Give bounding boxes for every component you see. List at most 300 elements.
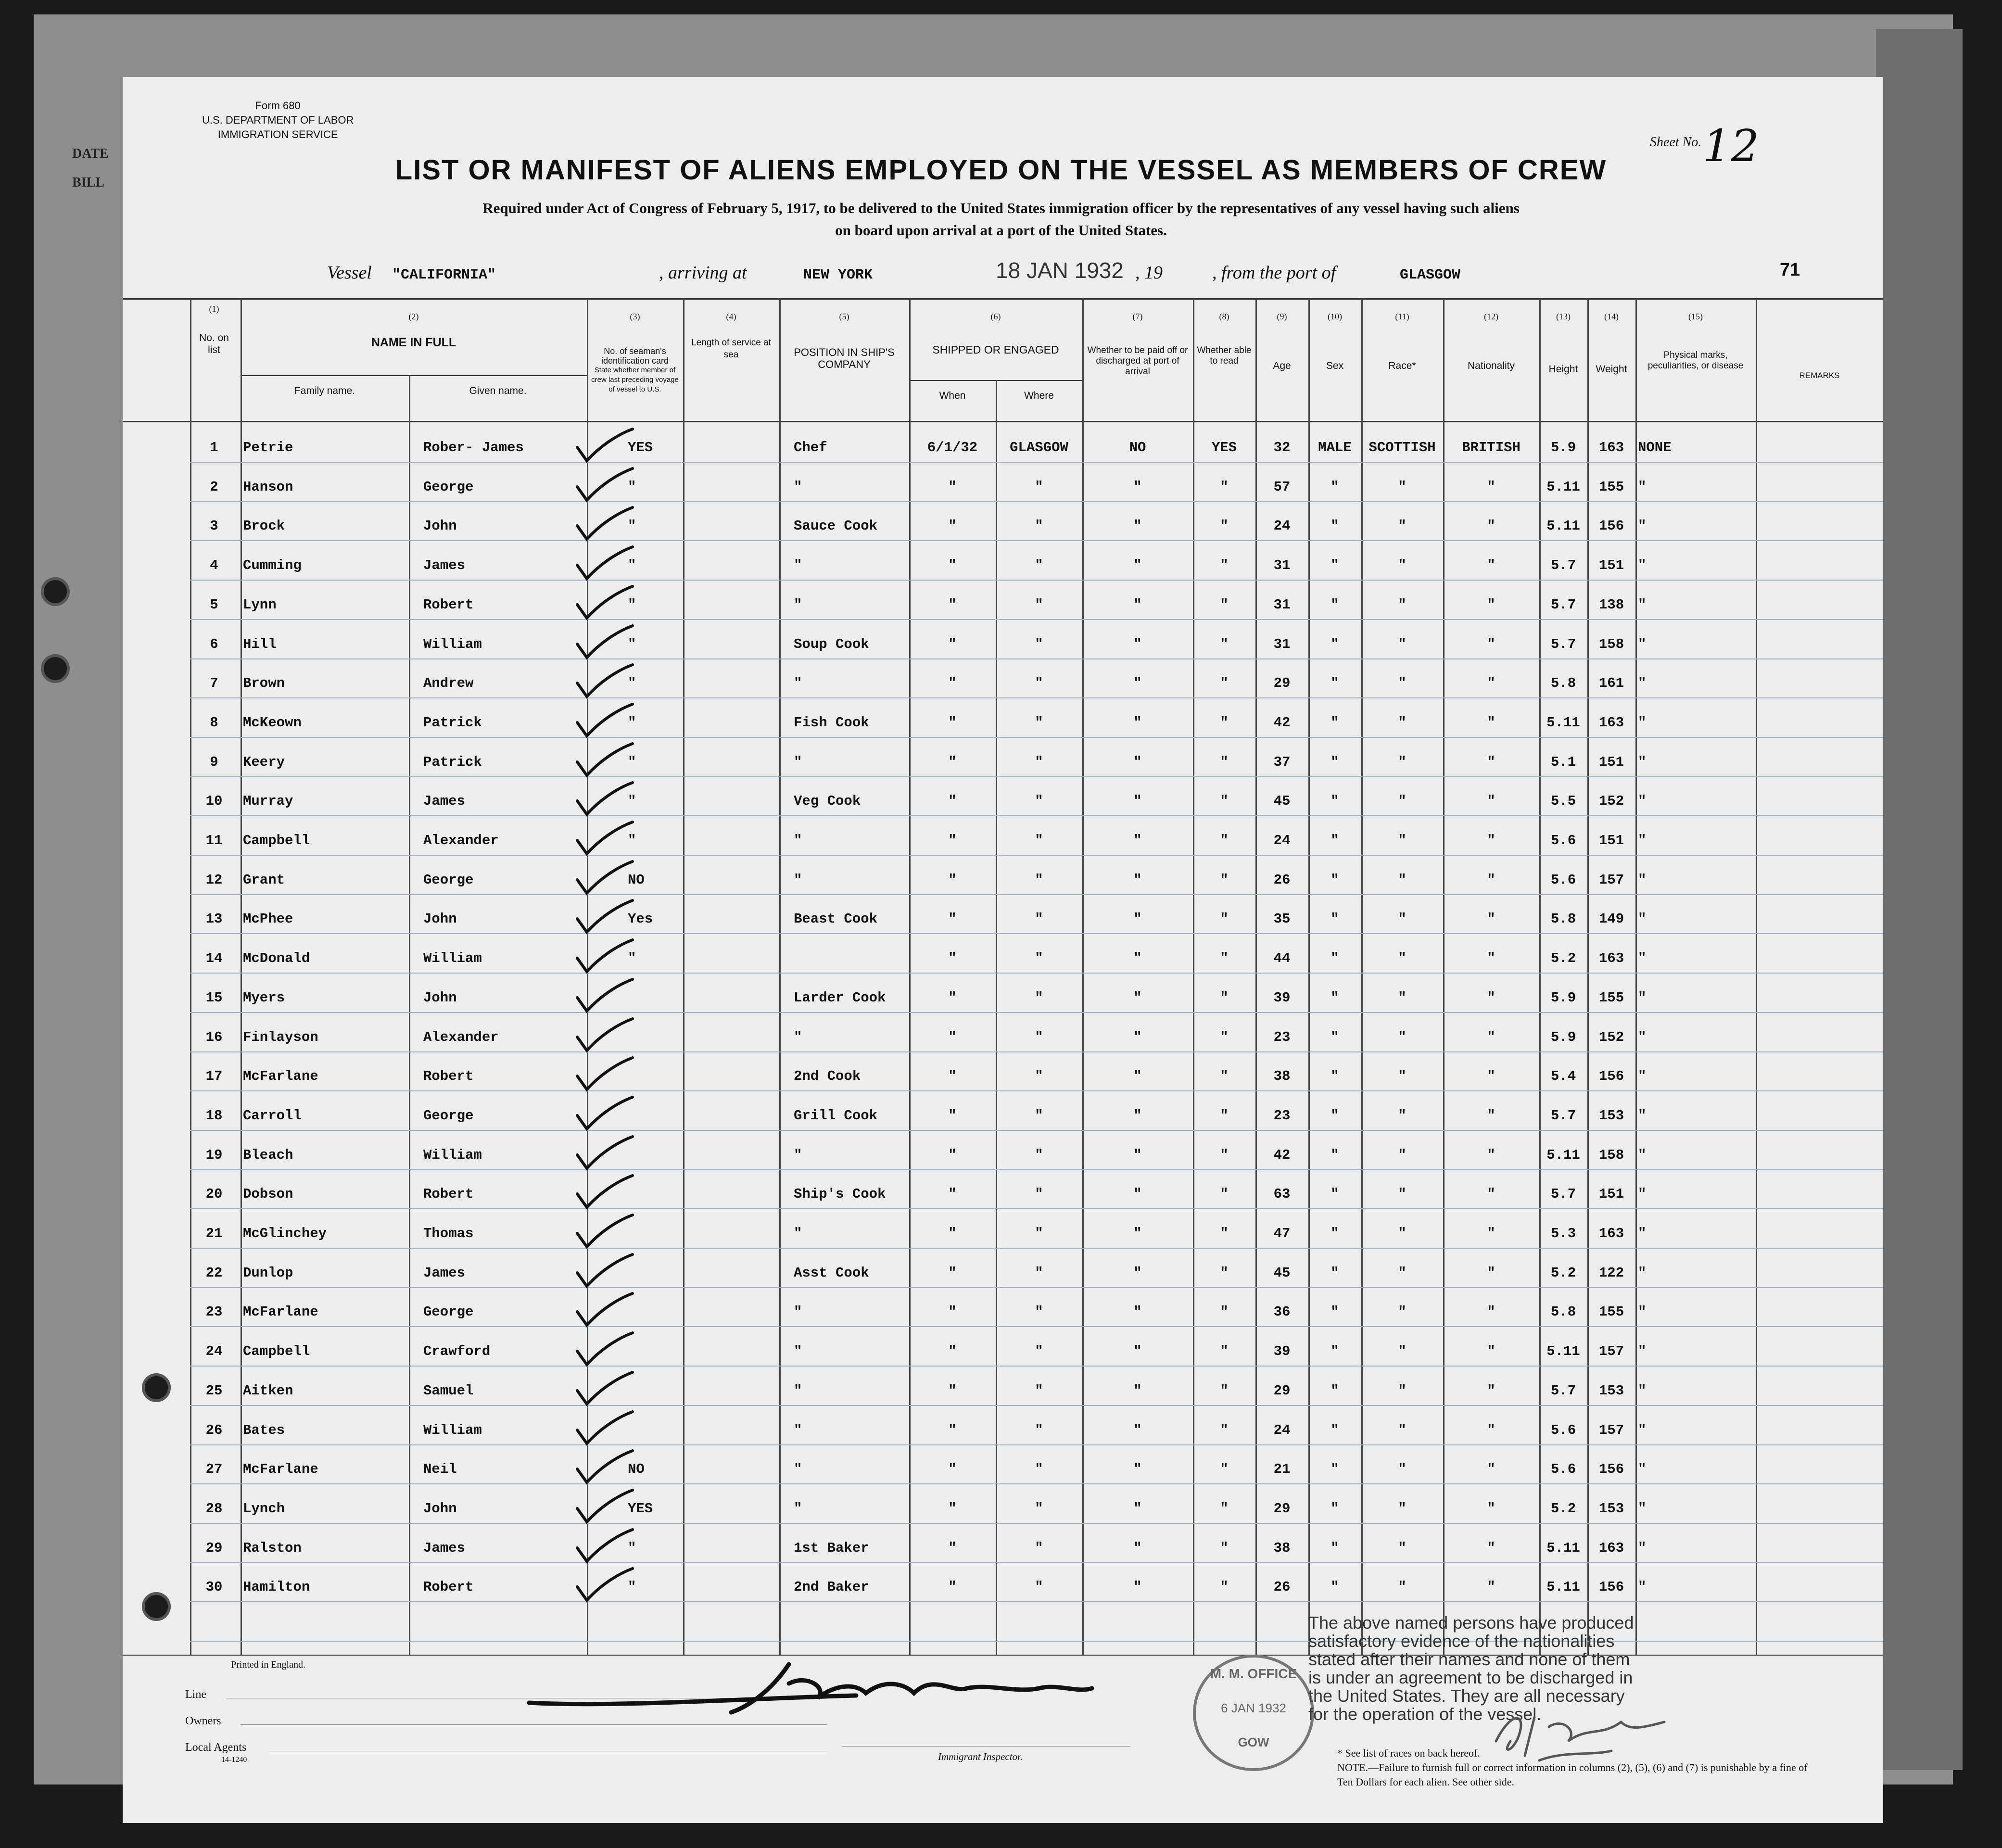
cell-weight: 155 <box>1598 1304 1624 1320</box>
cell-race: " <box>1398 479 1406 495</box>
arrival-date-stamp: 18 JAN 1932 <box>996 258 1124 283</box>
cell-given: Patrick <box>423 714 482 731</box>
cell-position: Grill Cook <box>794 1107 878 1124</box>
table-row <box>0 1096 1924 1135</box>
seaman-card-note: State whether member of crew last preceding voyage of vessel to U.S. <box>591 366 679 393</box>
table-row <box>0 743 1924 781</box>
table-row <box>0 899 1924 938</box>
cell-age: 24 <box>1273 518 1291 534</box>
cell-when: " <box>948 1382 957 1399</box>
nationality-statement: The above named persons have produced satisfactory evidence of the nationalities stated after their names and none of them is under an agreement to be discharged in the United States. They are all necessary for the operation of the vessel. <box>1308 1613 1634 1724</box>
cell-height: 5.9 <box>1550 989 1576 1006</box>
cell-family: McGlinchey <box>243 1226 327 1241</box>
cell-weight: 151 <box>1598 833 1624 848</box>
cell-nationality: " <box>1487 833 1495 848</box>
cell-given: George <box>423 872 474 888</box>
cell-where: " <box>1035 1029 1043 1045</box>
cell-position: " <box>794 1343 802 1360</box>
cell-read: " <box>1220 1461 1229 1478</box>
cell-given: Robert <box>423 596 474 613</box>
col-header-shipped: SHIPPED OR ENGAGED <box>932 343 1059 356</box>
cell-paid: " <box>1133 950 1142 967</box>
cell-when: " <box>948 675 957 692</box>
col-header-sex: Sex <box>1326 360 1344 371</box>
cell-no: 25 <box>205 1382 223 1399</box>
cell-when: " <box>948 1068 957 1085</box>
cell-height: 5.11 <box>1546 714 1580 731</box>
cell-marks: " <box>1638 754 1647 770</box>
col-header-weight: Weight <box>1596 364 1627 375</box>
cell-paid: " <box>1133 1461 1142 1478</box>
cell-read: " <box>1220 1540 1229 1556</box>
printed-in: Printed in England. <box>231 1659 305 1670</box>
cell-weight: 149 <box>1598 911 1624 927</box>
form-ref: 14-1240 <box>221 1756 247 1764</box>
cell-card: " <box>628 1540 636 1556</box>
cell-position: " <box>794 675 802 692</box>
cell-race: " <box>1398 793 1406 810</box>
cell-marks: " <box>1638 1500 1647 1517</box>
page-title: LIST OR MANIFEST OF ALIENS EMPLOYED ON THE VESSEL AS MEMBERS OF CREW <box>395 154 1607 186</box>
cell-family: McFarlane <box>243 1068 318 1085</box>
cell-nationality: " <box>1487 1343 1495 1360</box>
cell-given: William <box>423 636 482 652</box>
cell-sex: " <box>1330 1147 1339 1163</box>
cell-given: James <box>423 793 466 810</box>
check-mark-icon <box>570 856 637 899</box>
cell-card: " <box>628 675 636 692</box>
col-header-given: Given name. <box>469 385 527 396</box>
cell-race: " <box>1398 636 1406 652</box>
col-header-marks: Physical marks, peculiarities, or disease <box>1647 350 1744 371</box>
table-row <box>0 506 1924 545</box>
col-header-when: When <box>939 390 966 401</box>
table-row <box>0 861 1924 899</box>
col-header-length: Length of service at sea <box>691 338 771 360</box>
cell-weight: 152 <box>1598 793 1624 810</box>
cell-given: Crawford <box>423 1343 491 1360</box>
cell-family: Dobson <box>243 1186 293 1202</box>
cell-no: 17 <box>205 1068 223 1085</box>
table-row <box>0 1332 1924 1370</box>
cell-sex: " <box>1330 596 1339 613</box>
cell-nationality: " <box>1487 1029 1495 1045</box>
cell-no: 4 <box>210 557 218 574</box>
table-row <box>0 1175 1924 1213</box>
cell-weight: 152 <box>1598 1029 1624 1045</box>
cell-paid: " <box>1133 557 1142 574</box>
cell-sex: " <box>1330 479 1339 495</box>
owners-label: Owners <box>185 1715 221 1727</box>
cell-weight: 151 <box>1598 557 1624 574</box>
cell-family: McFarlane <box>243 1461 318 1478</box>
cell-marks: NONE <box>1638 440 1672 456</box>
cell-nationality: " <box>1487 754 1495 770</box>
cell-family: Hamilton <box>243 1579 310 1595</box>
cell-weight: 156 <box>1598 518 1624 534</box>
cell-weight: 155 <box>1598 989 1624 1006</box>
col-header-age: Age <box>1273 360 1291 371</box>
cell-height: 5.3 <box>1550 1226 1576 1241</box>
cell-when: " <box>948 636 957 652</box>
col-number: (9) <box>1277 312 1287 321</box>
cell-marks: " <box>1638 1226 1647 1241</box>
cell-paid: " <box>1133 675 1142 692</box>
cell-race: " <box>1398 833 1406 848</box>
cell-position: " <box>794 596 802 613</box>
table-row <box>0 1529 1924 1567</box>
cell-weight: 158 <box>1598 1147 1624 1163</box>
cell-read: YES <box>1211 440 1237 456</box>
cell-family: Campbell <box>243 833 310 848</box>
cell-nationality: " <box>1487 714 1495 731</box>
cell-given: James <box>423 557 466 574</box>
check-mark-icon <box>570 816 637 860</box>
cell-marks: " <box>1638 1461 1647 1478</box>
col-header-name: NAME IN FULL <box>371 336 456 349</box>
cell-card: Yes <box>628 911 653 927</box>
check-mark-icon <box>570 423 637 467</box>
col-number: (3) <box>630 312 640 321</box>
cell-race: " <box>1398 1382 1406 1399</box>
cell-nationality: " <box>1487 1107 1495 1124</box>
cell-sex: " <box>1330 636 1339 652</box>
cell-no: 6 <box>210 636 218 652</box>
cell-age: 23 <box>1273 1107 1291 1124</box>
inspector-signature-line <box>842 1746 1130 1747</box>
check-mark-icon <box>570 738 637 781</box>
cell-race: " <box>1398 1147 1406 1163</box>
cell-card: YES <box>628 1500 653 1517</box>
cell-no: 12 <box>205 872 223 888</box>
cell-read: " <box>1220 1422 1229 1438</box>
cell-weight: 158 <box>1598 636 1624 652</box>
cell-card: " <box>628 714 636 731</box>
cell-given: John <box>423 989 457 1006</box>
cell-given: John <box>423 1500 457 1517</box>
cell-height: 5.7 <box>1550 636 1576 652</box>
check-mark-icon <box>570 502 637 545</box>
col-number: (10) <box>1328 312 1342 321</box>
check-mark-icon <box>570 620 637 663</box>
cell-no: 26 <box>205 1422 223 1438</box>
table-row <box>0 664 1924 702</box>
cell-family: Ralston <box>243 1540 302 1556</box>
col-header-remarks: REMARKS <box>1799 371 1840 380</box>
col-header-family: Family name. <box>294 385 355 396</box>
cell-card: " <box>628 479 636 495</box>
cell-family: Bates <box>243 1422 285 1438</box>
cell-marks: " <box>1638 1343 1647 1360</box>
cell-when: " <box>948 872 957 888</box>
backing-label-date: DATE <box>72 146 109 161</box>
cell-given: James <box>423 1540 466 1556</box>
cell-read: " <box>1220 911 1229 927</box>
cell-sex: " <box>1330 675 1339 692</box>
cell-race: SCOTTISH <box>1368 440 1436 456</box>
cell-sex: " <box>1330 1540 1339 1556</box>
cell-race: " <box>1398 989 1406 1006</box>
table-row <box>0 1057 1924 1095</box>
cell-no: 24 <box>205 1343 223 1360</box>
cell-when: " <box>948 1422 957 1438</box>
cell-age: 38 <box>1273 1068 1291 1085</box>
cell-marks: " <box>1638 1382 1647 1399</box>
cell-no: 14 <box>205 950 223 967</box>
cell-sex: " <box>1330 1226 1339 1241</box>
col-number: (6) <box>990 312 1001 321</box>
cell-race: " <box>1398 1186 1406 1202</box>
check-mark-icon <box>570 541 637 584</box>
cell-age: 42 <box>1273 714 1291 731</box>
table-top-border <box>123 298 1883 300</box>
cell-no: 18 <box>205 1107 223 1124</box>
col-header-paid-off: Whether to be paid off or discharged at port of arrival <box>1087 345 1188 377</box>
cell-no: 16 <box>205 1029 223 1045</box>
cell-position: Ship's Cook <box>794 1186 886 1202</box>
cell-marks: " <box>1638 1186 1647 1202</box>
cell-height: 5.6 <box>1550 872 1576 888</box>
cell-age: 29 <box>1273 675 1291 692</box>
cell-read: " <box>1220 1343 1229 1360</box>
cell-height: 5.7 <box>1550 1186 1576 1202</box>
cell-weight: 155 <box>1598 479 1624 495</box>
col-header-seaman-card <box>589 346 681 394</box>
table-row <box>0 978 1924 1017</box>
cell-where: " <box>1035 518 1043 534</box>
check-mark-icon <box>570 463 637 506</box>
cell-sex: " <box>1330 911 1339 927</box>
cell-age: 45 <box>1273 1265 1291 1281</box>
cell-when: " <box>948 1226 957 1241</box>
cell-sex: " <box>1330 1422 1339 1438</box>
cell-family: Lynch <box>243 1500 285 1517</box>
cell-where: " <box>1035 479 1043 495</box>
cell-given: George <box>423 479 474 495</box>
cell-card: " <box>628 793 636 810</box>
cell-height: 5.7 <box>1550 557 1576 574</box>
cell-read: " <box>1220 833 1229 848</box>
cell-marks: " <box>1638 479 1647 495</box>
cell-read: " <box>1220 714 1229 731</box>
cell-race: " <box>1398 1029 1406 1045</box>
cell-nationality: " <box>1487 479 1495 495</box>
cell-race: " <box>1398 1461 1406 1478</box>
cell-marks: " <box>1638 557 1647 574</box>
cell-read: " <box>1220 950 1229 967</box>
cell-when: " <box>948 1029 957 1045</box>
subtitle-line-2: on board upon arrival at a port of the United States. <box>835 222 1167 239</box>
cell-nationality: " <box>1487 1304 1495 1320</box>
cell-family: Petrie <box>243 440 293 456</box>
page-number: 71 <box>1780 260 1800 280</box>
cell-read: " <box>1220 1147 1229 1163</box>
seaman-card-label: No. of seaman's identification card <box>601 346 669 366</box>
year-label: , 19 <box>1135 263 1163 283</box>
cell-card: YES <box>628 440 653 456</box>
cell-age: 31 <box>1273 636 1291 652</box>
line-label: Line <box>185 1688 206 1701</box>
cell-age: 57 <box>1273 479 1291 495</box>
check-mark-icon <box>570 1524 637 1567</box>
col-number: (12) <box>1484 312 1498 321</box>
table-row <box>0 585 1924 624</box>
cell-paid: " <box>1133 1343 1142 1360</box>
cell-given: Samuel <box>423 1382 474 1399</box>
table-row <box>0 821 1924 860</box>
col-number: (1) <box>209 304 219 314</box>
cell-no: 3 <box>210 518 218 534</box>
cell-age: 31 <box>1273 557 1291 574</box>
cell-where: " <box>1035 1343 1043 1360</box>
cell-marks: " <box>1638 1579 1647 1595</box>
cell-sex: " <box>1330 1304 1339 1320</box>
cell-marks: " <box>1638 989 1647 1006</box>
cell-where: " <box>1035 1500 1043 1517</box>
check-mark-icon <box>570 1131 637 1174</box>
table-row <box>0 1489 1924 1528</box>
col-header-position: POSITION IN SHIP'S COMPANY <box>794 346 895 370</box>
fine-note: NOTE.—Failure to furnish full or correct information in columns (2), (5), (6) and (7) is punishable by a fine of Ten Dollars for each alien. See other side. <box>1337 1761 1808 1788</box>
cell-nationality: " <box>1487 596 1495 613</box>
cell-marks: " <box>1638 518 1647 534</box>
cell-where: " <box>1035 1422 1043 1438</box>
cell-age: 39 <box>1273 989 1291 1006</box>
cell-race: " <box>1398 1226 1406 1241</box>
cell-read: " <box>1220 596 1229 613</box>
cell-when: " <box>948 596 957 613</box>
cell-height: 5.6 <box>1550 1422 1576 1438</box>
cell-marks: " <box>1638 1540 1647 1556</box>
cell-age: 29 <box>1273 1382 1291 1399</box>
cell-race: " <box>1398 1579 1406 1595</box>
table-row <box>0 468 1924 506</box>
cell-race: " <box>1398 1304 1406 1320</box>
cell-when: " <box>948 793 957 810</box>
cell-position: " <box>794 1382 802 1399</box>
cell-family: Myers <box>243 989 285 1006</box>
cell-sex: " <box>1330 872 1339 888</box>
cell-age: 24 <box>1273 1422 1291 1438</box>
cell-where: " <box>1035 754 1043 770</box>
cell-race: " <box>1398 1500 1406 1517</box>
cell-family: Finlayson <box>243 1029 318 1045</box>
cell-where: " <box>1035 911 1043 927</box>
cell-family: Bleach <box>243 1147 293 1163</box>
cell-no: 22 <box>205 1265 223 1281</box>
stamp-top: M. M. OFFICE <box>1210 1666 1297 1681</box>
col-number: (4) <box>726 312 736 321</box>
cell-nationality: " <box>1487 1500 1495 1517</box>
page-subtitle <box>0 197 2002 241</box>
cell-family: Murray <box>243 793 293 810</box>
check-mark-icon <box>570 777 637 820</box>
cell-given: Robert <box>423 1068 474 1085</box>
check-mark-icon <box>570 1052 637 1095</box>
cell-age: 31 <box>1273 596 1291 613</box>
cell-position: Sauce Cook <box>794 518 878 534</box>
cell-sex: " <box>1330 1343 1339 1360</box>
cell-read: " <box>1220 557 1229 574</box>
cell-nationality: " <box>1487 872 1495 888</box>
cell-read: " <box>1220 675 1229 692</box>
cell-when: " <box>948 1186 957 1202</box>
cell-where: GLASGOW <box>1010 440 1068 456</box>
cell-height: 5.11 <box>1546 1540 1580 1556</box>
cell-given: Rober- James <box>423 440 524 456</box>
cell-no: 28 <box>205 1500 223 1517</box>
cell-when: " <box>948 754 957 770</box>
cell-sex: " <box>1330 833 1339 848</box>
cell-given: John <box>423 518 457 534</box>
cell-paid: " <box>1133 1029 1142 1045</box>
cell-marks: " <box>1638 1029 1647 1045</box>
cell-no: 15 <box>205 989 223 1006</box>
cell-paid: " <box>1133 1226 1142 1241</box>
cell-age: 63 <box>1273 1186 1291 1202</box>
cell-read: " <box>1220 636 1229 652</box>
cell-when: " <box>948 1540 957 1556</box>
cell-nationality: " <box>1487 1579 1495 1595</box>
cell-card: NO <box>628 1461 645 1478</box>
cell-paid: " <box>1133 1186 1142 1202</box>
cell-race: " <box>1398 1068 1406 1085</box>
cell-where: " <box>1035 714 1043 731</box>
cell-sex: " <box>1330 1068 1339 1085</box>
cell-where: " <box>1035 557 1043 574</box>
cell-position: " <box>794 1500 802 1517</box>
cell-nationality: " <box>1487 1422 1495 1438</box>
cell-sex: " <box>1330 557 1339 574</box>
cell-family: Campbell <box>243 1343 310 1360</box>
cell-age: 21 <box>1273 1461 1291 1478</box>
cell-marks: " <box>1638 1265 1647 1281</box>
cell-race: " <box>1398 518 1406 534</box>
cell-given: Andrew <box>423 675 474 692</box>
cell-where: " <box>1035 872 1043 888</box>
cell-when: 6/1/32 <box>927 440 978 456</box>
cell-nationality: " <box>1487 989 1495 1006</box>
cell-where: " <box>1035 1226 1043 1241</box>
cell-where: " <box>1035 1461 1043 1478</box>
cell-where: " <box>1035 1382 1043 1399</box>
cell-height: 5.7 <box>1550 1107 1576 1124</box>
cell-when: " <box>948 479 957 495</box>
cell-age: 36 <box>1273 1304 1291 1320</box>
vessel-label: Vessel <box>327 263 372 283</box>
cell-when: " <box>948 989 957 1006</box>
cell-weight: 156 <box>1598 1068 1624 1085</box>
cell-where: " <box>1035 1068 1043 1085</box>
cell-height: 5.11 <box>1546 1579 1580 1595</box>
cell-nationality: BRITISH <box>1462 440 1521 456</box>
cell-card: " <box>628 518 636 534</box>
cell-sex: " <box>1330 1186 1339 1202</box>
check-mark-icon <box>570 974 637 1017</box>
table-row <box>0 1214 1924 1253</box>
cell-sex: " <box>1330 950 1339 967</box>
cell-position: 1st Baker <box>794 1540 869 1556</box>
check-mark-icon <box>570 1327 637 1370</box>
cell-no: 2 <box>210 479 218 495</box>
cell-no: 5 <box>210 596 218 613</box>
cell-paid: " <box>1133 1147 1142 1163</box>
cell-read: " <box>1220 1029 1229 1045</box>
col-number: (15) <box>1688 312 1703 321</box>
check-mark-icon <box>570 934 637 977</box>
cell-race: " <box>1398 1107 1406 1124</box>
cell-paid: " <box>1133 1382 1142 1399</box>
